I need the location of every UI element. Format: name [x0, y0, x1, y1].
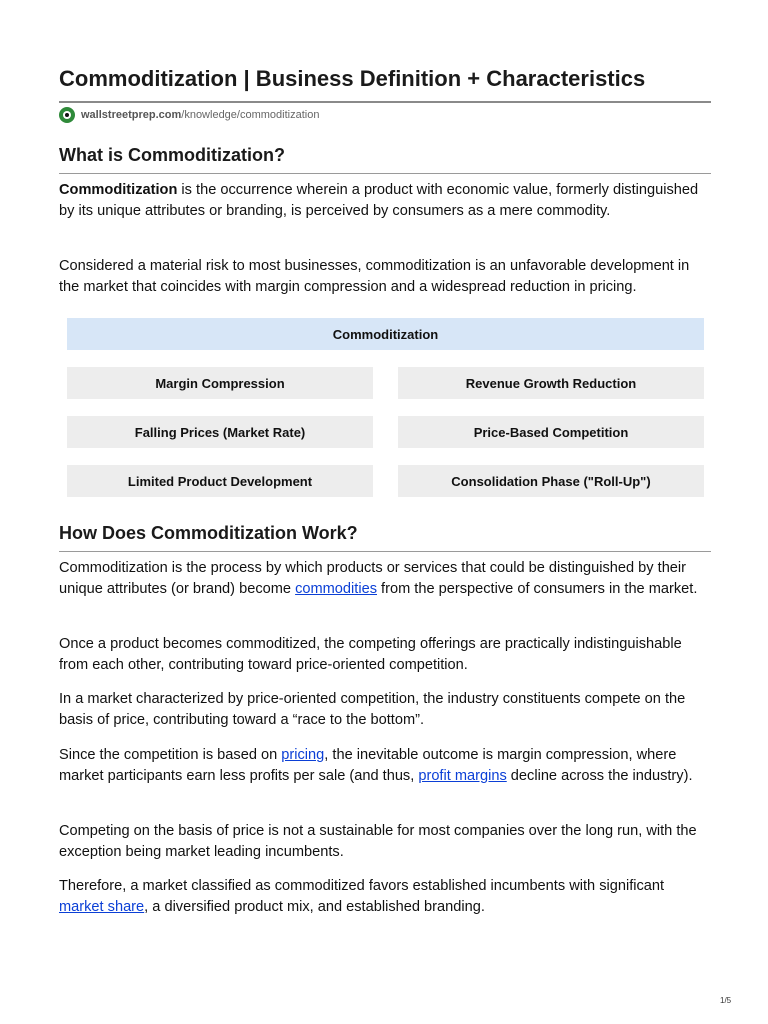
paragraph-risk: Considered a material risk to most businesses, commoditization is an unfavorable development in the market that coincides with margin compression and a widespread reduction in pricing. [59, 258, 690, 295]
section-divider [59, 551, 711, 552]
diagram-cell-falling-prices: Falling Prices (Market Rate) [67, 416, 373, 448]
diagram-cell-consolidation-phase: Consolidation Phase ("Roll-Up") [398, 465, 704, 497]
site-favicon-icon [59, 107, 75, 123]
section-heading-what-is: What is Commoditization? [59, 145, 285, 165]
source-domain-link[interactable]: wallstreetprep.com [81, 109, 182, 121]
diagram-cell-revenue-growth-reduction: Revenue Growth Reduction [398, 367, 704, 399]
paragraph-incumbents: Therefore, a market classified as commoditized favors established incumbents with significant market share, a diversified product mix, and established branding. [59, 878, 665, 915]
paragraph-margin-compression: Since the competition is based on pricing, the inevitable outcome is margin compression, where market participants earn less profits per sale (and thus, profit margins decline across the industry). [59, 747, 693, 784]
diagram-cell-price-based-competition: Price-Based Competition [398, 416, 704, 448]
section-heading-how-does: How Does Commoditization Work? [59, 523, 358, 543]
link-pricing[interactable]: pricing [281, 747, 325, 763]
page-title: Commoditization | Business Definition + Characteristics [59, 66, 646, 91]
paragraph-sustainability: Competing on the basis of price is not a sustainable for most companies over the long run, with the exception being market leading incumbents. [59, 823, 697, 860]
paragraph-indistinguishable: Once a product becomes commoditized, the competing offerings are practically indistinguishable from each other, contributing toward price-oriented competition. [59, 636, 682, 673]
link-commodities[interactable]: commodities [295, 580, 377, 597]
paragraph-process: Commoditization is the process by which products or services that could be distinguished by their unique attributes (or brand) become commodities from the perspective of consumers in the market. [59, 560, 698, 597]
link-profit-margins[interactable]: profit margins [418, 767, 507, 784]
title-divider [59, 101, 711, 103]
paragraph-price-competition: In a market characterized by price-oriented competition, the industry constituents compete on the basis of price, contributing toward a “race to the bottom”. [59, 691, 686, 728]
diagram-cell-margin-compression: Margin Compression [67, 367, 373, 399]
page-number: 1/5 [720, 996, 732, 1005]
source-path: /knowledge/commoditization [181, 109, 320, 121]
paragraph-definition: Commoditization is the occurrence wherein a product with economic value, formerly distinguished by its unique attributes or branding, is perceived by consumers as a mere commodity. [59, 182, 699, 219]
source-line [59, 107, 319, 123]
commoditization-diagram [67, 318, 704, 499]
section-divider [59, 173, 711, 174]
term-bold: Commoditization [59, 182, 178, 198]
diagram-header: Commoditization [67, 318, 704, 350]
link-market-share[interactable]: market share [59, 898, 145, 915]
diagram-cell-limited-product-development: Limited Product Development [67, 465, 373, 497]
